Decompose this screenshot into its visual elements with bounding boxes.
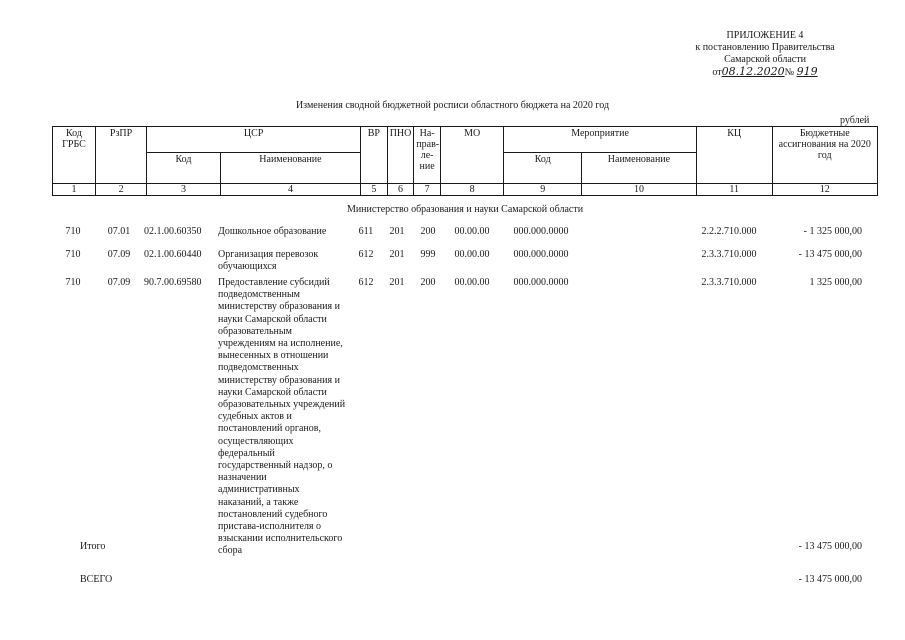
- header-kc: КЦ: [696, 127, 772, 184]
- handwritten-number: 919: [796, 65, 818, 78]
- appendix-title: ПРИЛОЖЕНИЕ 4: [726, 30, 804, 41]
- cell-kc: 2.3.3.710.000: [701, 249, 757, 260]
- column-number: 2: [95, 184, 146, 196]
- header-mo: МО: [440, 127, 503, 184]
- cell-napr: 200: [420, 226, 436, 237]
- column-number: 8: [440, 184, 503, 196]
- cell-grbs: 710: [65, 226, 81, 237]
- appendix-resolution: к постановлению Правительства: [695, 42, 835, 53]
- appendix-block: [660, 30, 870, 79]
- cell-kc: 2.2.2.710.000: [701, 226, 757, 237]
- cell-vr: 611: [358, 226, 374, 237]
- cell-pno: 201: [389, 226, 405, 237]
- header-meropr-name: Наименование: [582, 153, 697, 184]
- column-number: 10: [582, 184, 697, 196]
- column-number: 5: [361, 184, 388, 196]
- cell-mo: 00.00.00: [454, 226, 490, 237]
- header-vr: ВР: [361, 127, 388, 184]
- handwritten-date: 08.12.2020: [721, 65, 785, 78]
- cell-napr: 200: [420, 277, 436, 288]
- column-number: 7: [414, 184, 441, 196]
- header-meropr: Мероприятие: [504, 127, 696, 153]
- header-pno: ПНО: [387, 127, 414, 184]
- cell-mo: 00.00.00: [454, 249, 490, 260]
- cell-meropr-kod: 000.000.0000: [513, 249, 569, 260]
- itogo-label: Итого: [80, 541, 106, 552]
- cell-vr: 612: [358, 277, 374, 288]
- cell-mo: 00.00.00: [454, 277, 490, 288]
- cell-napr: 999: [420, 249, 436, 260]
- column-number: 3: [147, 184, 221, 196]
- cell-sum: - 13 475 000,00: [798, 249, 862, 260]
- cell-grbs: 710: [65, 249, 81, 260]
- cell-grbs: 710: [65, 277, 81, 288]
- date-prefix: от: [712, 67, 722, 78]
- column-number: 11: [696, 184, 772, 196]
- budget-table-header: [52, 126, 878, 196]
- cell-csr: 90.7.00.69580: [144, 277, 202, 288]
- cell-name: Предоставление субсидий подведомственным министерству образования и науки Самарской области образовательным учреждениям на исполнение, вынесенных в отношении подведомственных министерству образования и науки Самарской области образовательных учреждений судебных актов и постановлений органов, осуществляющих федеральный государственный надзор, о назначении административных наказаний, а также постановлений судебного пристава-исполнителя о взыскании исполнительского сбора: [218, 277, 346, 557]
- cell-meropr-kod: 000.000.0000: [513, 277, 569, 288]
- cell-csr: 02.1.00.60350: [144, 226, 202, 237]
- cell-rzpr: 07.09: [107, 277, 131, 288]
- itogo-value: - 13 475 000,00: [798, 541, 862, 552]
- cell-name: Организация перевозок обучающихся: [218, 249, 319, 273]
- number-prefix: №: [784, 67, 795, 78]
- cell-meropr-kod: 000.000.0000: [513, 226, 569, 237]
- vsego-label: ВСЕГО: [80, 574, 113, 585]
- appendix-region: Самарской области: [724, 54, 806, 65]
- section-heading: Министерство образования и науки Самарской области: [346, 204, 584, 215]
- column-number: 1: [53, 184, 96, 196]
- header-assign: Бюджетные ассигнования на 2020 год: [772, 127, 877, 184]
- vsego-value: - 13 475 000,00: [798, 574, 862, 585]
- header-csr-kod: Код: [147, 153, 221, 184]
- cell-pno: 201: [389, 277, 405, 288]
- column-number: 4: [220, 184, 360, 196]
- units-label: рублей: [840, 115, 870, 126]
- header-csr-name: Наименование: [220, 153, 360, 184]
- cell-rzpr: 07.09: [107, 249, 131, 260]
- cell-csr: 02.1.00.60440: [144, 249, 202, 260]
- column-number: 6: [387, 184, 414, 196]
- document-title: Изменения сводной бюджетной росписи областного бюджета на 2020 год: [295, 100, 610, 111]
- header-kod-grbs: Код ГРБС: [53, 127, 96, 184]
- cell-name: Дошкольное образование: [218, 226, 327, 237]
- cell-sum: 1 325 000,00: [809, 277, 862, 288]
- cell-pno: 201: [389, 249, 405, 260]
- appendix-date-line: [660, 66, 870, 79]
- cell-kc: 2.3.3.710.000: [701, 277, 757, 288]
- header-csr: ЦСР: [147, 127, 361, 153]
- header-meropr-kod: Код: [504, 153, 582, 184]
- column-number: 9: [504, 184, 582, 196]
- cell-rzpr: 07.01: [107, 226, 131, 237]
- column-number: 12: [772, 184, 877, 196]
- cell-sum: - 1 325 000,00: [803, 226, 862, 237]
- cell-vr: 612: [358, 249, 374, 260]
- header-napr: На- прав- ле- ние: [414, 127, 441, 184]
- header-rzpr: РзПР: [95, 127, 146, 184]
